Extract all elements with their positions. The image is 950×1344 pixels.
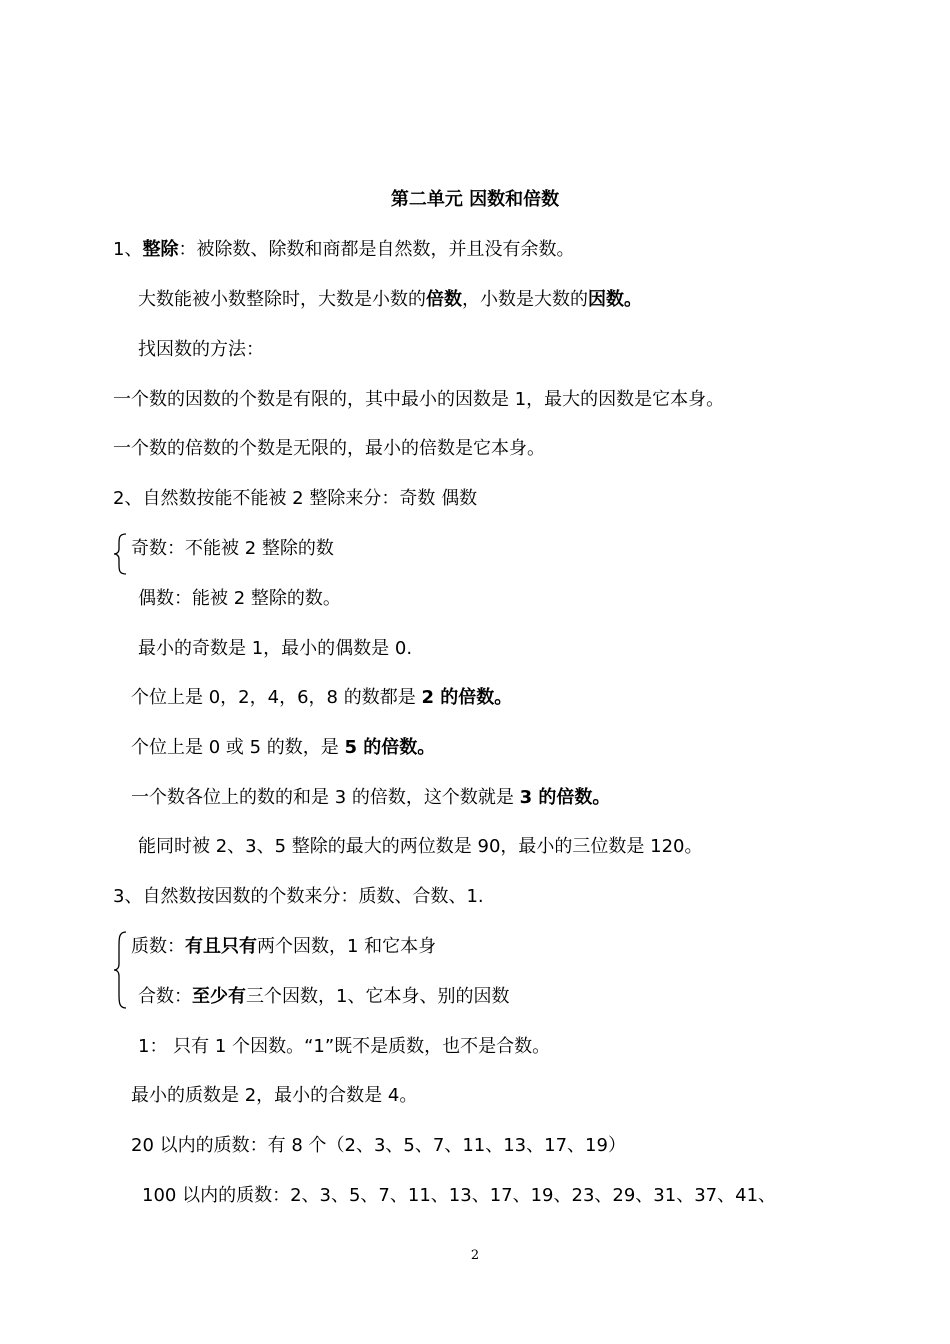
- text-line-1: [113, 238, 574, 262]
- term-multiple-of-2: 2 的倍数。: [421, 687, 513, 708]
- text-line-18: [131, 1084, 417, 1108]
- term-zhengchu: 整除: [142, 239, 179, 260]
- line-3-text: 找因数的方法：: [138, 339, 264, 360]
- text-line-2: [138, 288, 642, 312]
- text-line-3: [138, 338, 264, 362]
- text-line-6: [113, 487, 477, 511]
- line-6-text: 2、自然数按能不能被 2 整除来分：奇数 偶数: [113, 488, 478, 509]
- term-zhi-shao-you: 至少有: [192, 986, 246, 1007]
- line-4-text: 一个数的因数的个数是有限的，其中最小的因数是 1，最大的因数是它本身。: [113, 389, 725, 410]
- curly-brace-prime-composite: [112, 930, 128, 1010]
- term-multiple-of-5: 5 的倍数。: [344, 737, 436, 758]
- line-7-text: 奇数：不能被 2 整除的数: [131, 538, 334, 559]
- text-line-9: [138, 637, 412, 661]
- curly-brace-odd-even: [112, 532, 128, 576]
- text-line-7: [131, 537, 334, 561]
- page-number: 2: [470, 1248, 480, 1263]
- text-line-8: [138, 587, 341, 611]
- text-line-11: [131, 736, 435, 760]
- section-title: 第二单元 因数和倍数: [390, 189, 560, 210]
- line-12-text: 一个数各位上的数的和是 3 的倍数，这个数就是: [131, 787, 520, 808]
- line-19-text: 20 以内的质数：有 8 个（2、3、5、7、11、13、17、19）: [131, 1135, 626, 1156]
- line-18-text: 最小的质数是 2，最小的合数是 4。: [131, 1085, 418, 1106]
- text-line-17: [138, 1035, 550, 1059]
- line-15-text-b: 两个因数，1 和它本身: [257, 936, 437, 957]
- line-14-text: 3、自然数按因数的个数来分：质数、合数、1.: [113, 886, 484, 907]
- term-yinshu: 因数。: [588, 289, 642, 310]
- line-16-text-b: 三个因数，1、它本身、别的因数: [246, 986, 510, 1007]
- term-you-qie-zhi-you: 有且只有: [185, 936, 257, 957]
- line-17-text: 1： 只有 1 个因数。“1”既不是质数，也不是合数。: [138, 1036, 551, 1057]
- line-1-text: ：被除数、除数和商都是自然数，并且没有余数。: [178, 239, 575, 260]
- text-line-5: [113, 437, 545, 461]
- text-line-10: [131, 686, 512, 710]
- term-beishu: 倍数: [426, 289, 462, 310]
- line-10-text: 个位上是 0，2，4，6，8 的数都是: [131, 687, 422, 708]
- line-1-number: 1、: [113, 239, 143, 260]
- text-line-20: [142, 1184, 776, 1208]
- line-8-text: 偶数：能被 2 整除的数。: [138, 588, 341, 609]
- line-15-text-a: 质数：: [131, 936, 185, 957]
- line-5-text: 一个数的倍数的个数是无限的，最小的倍数是它本身。: [113, 438, 545, 459]
- line-2-text-b: ，小数是大数的: [462, 289, 588, 310]
- term-multiple-of-3: 3 的倍数。: [519, 787, 611, 808]
- text-line-13: [138, 835, 703, 859]
- line-20-text: 100 以内的质数：2、3、5、7、11、13、17、19、23、29、31、37、41、: [142, 1185, 777, 1206]
- line-13-text: 能同时被 2、3、5 整除的最大的两位数是 90，最小的三位数是 120。: [138, 836, 703, 857]
- text-line-19: [131, 1134, 626, 1158]
- text-line-16: [138, 985, 509, 1009]
- text-line-12: [131, 786, 610, 810]
- text-line-4: [113, 388, 724, 412]
- line-9-text: 最小的奇数是 1，最小的偶数是 0.: [138, 638, 413, 659]
- line-11-text: 个位上是 0 或 5 的数，是: [131, 737, 345, 758]
- line-16-text-a: 合数：: [138, 986, 192, 1007]
- text-line-14: [113, 885, 484, 909]
- text-line-15: [131, 935, 436, 959]
- line-2-text-a: 大数能被小数整除时，大数是小数的: [138, 289, 426, 310]
